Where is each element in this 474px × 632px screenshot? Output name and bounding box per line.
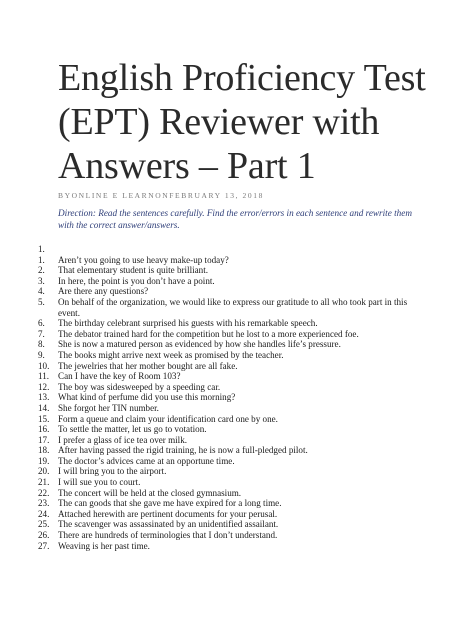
list-item-text: Aren’t you going to use heavy make-up today? xyxy=(58,254,229,265)
list-item-text: After having passed the rigid training, he is now a full-pledged pilot. xyxy=(58,445,308,456)
list-item xyxy=(38,466,428,477)
list-item-number: 26. xyxy=(38,530,50,541)
list-item xyxy=(38,255,428,266)
list-item-number: 1. xyxy=(38,244,45,254)
list-item xyxy=(38,456,428,467)
list-item-text xyxy=(58,244,428,255)
list-item xyxy=(38,371,428,382)
list-item-text: Can I have the key of Room 103? xyxy=(58,371,181,382)
list-item xyxy=(38,541,428,552)
list-item-number: 16. xyxy=(38,424,50,435)
list-item-text: I will sue you to court. xyxy=(58,477,141,488)
list-item-text: That elementary student is quite brilliant. xyxy=(58,265,209,276)
list-item xyxy=(38,382,428,393)
list-item xyxy=(38,445,428,456)
list-item xyxy=(38,286,428,297)
list-item-number: 12. xyxy=(38,381,50,392)
list-item xyxy=(38,350,428,361)
list-item xyxy=(38,339,428,350)
list-item-number: 15. xyxy=(38,413,50,424)
list-item xyxy=(38,329,428,340)
list-item-text: The scavenger was assassinated by an unidentified assailant. xyxy=(58,519,279,530)
list-item-number: 3. xyxy=(38,275,45,286)
list-item-text: The debator trained hard for the competition but he lost to a more experienced foe. xyxy=(58,328,359,339)
list-item-number: 7. xyxy=(38,328,45,339)
list-item xyxy=(38,488,428,499)
list-item-text: I will bring you to the airport. xyxy=(58,466,167,477)
list-item-text: The can goods that she gave me have expired for a long time. xyxy=(58,498,282,509)
list-item-number: 27. xyxy=(38,540,50,551)
list-item-text: The books might arrive next week as promised by the teacher. xyxy=(58,349,284,360)
list-item xyxy=(38,276,428,287)
list-item-text: There are hundreds of terminologies that I don’t understand. xyxy=(58,530,278,541)
byline: BYONLINE E LEARNONFEBRUARY 13, 2018 xyxy=(58,191,264,200)
list-item-text: Are there any questions? xyxy=(58,286,149,297)
list-item xyxy=(38,265,428,276)
list-item-number: 24. xyxy=(38,508,50,519)
sentence-list xyxy=(38,244,428,551)
list-item-number: 4. xyxy=(38,286,45,297)
list-item xyxy=(38,530,428,541)
list-item xyxy=(38,318,428,329)
page-title: English Proficiency Test (EPT) Reviewer with Answers – Part 1 xyxy=(58,57,426,187)
list-item-number: 9. xyxy=(38,349,45,360)
list-item-text: Form a queue and claim your identification card one by one. xyxy=(58,413,278,424)
list-item-text: To settle the matter, let us go to votation. xyxy=(58,424,207,435)
list-item-number: 18. xyxy=(38,445,50,456)
list-item xyxy=(38,403,428,414)
list-item-text: Weaving is her past time. xyxy=(58,540,150,551)
list-item-text: Attached herewith are pertinent documents for your perusal. xyxy=(58,508,278,519)
list-item-number: 11. xyxy=(38,371,50,382)
list-item-text: She forgot her TIN number. xyxy=(58,402,159,413)
list-item-text: On behalf of the organization, we would like to express our gratitude to all who took part in this event. xyxy=(58,296,408,318)
list-item xyxy=(38,424,428,435)
list-item-text: I prefer a glass of ice tea over milk. xyxy=(58,434,188,445)
list-item xyxy=(38,392,428,403)
list-item-number: 10. xyxy=(38,360,50,371)
list-item-number: 22. xyxy=(38,487,50,498)
list-item xyxy=(38,244,428,255)
list-item-text: She is now a matured person as evidenced by how she handles life’s pressure. xyxy=(58,339,341,350)
direction-text: Direction: Read the sentences carefully. Find the error/errors in each sentence and rewrite them with the correct answer/answers. xyxy=(58,208,412,230)
list-item-number: 19. xyxy=(38,455,50,466)
list-item xyxy=(38,435,428,446)
list-item-text: The jewelries that her mother bought are all fake. xyxy=(58,360,238,371)
list-item-text: The doctor’s advices came at an opportune time. xyxy=(58,455,235,466)
list-item xyxy=(38,519,428,530)
list-item-number: 14. xyxy=(38,402,50,413)
list-item-text: The concert will be held at the closed gymnasium. xyxy=(58,487,242,498)
list-item-text: The birthday celebrant surprised his guests with his remarkable speech. xyxy=(58,318,318,329)
list-item-number: 13. xyxy=(38,392,50,403)
list-item xyxy=(38,297,428,318)
list-item-number: 17. xyxy=(38,434,50,445)
list-item xyxy=(38,361,428,372)
list-item xyxy=(38,414,428,425)
list-item xyxy=(38,477,428,488)
list-item-text: What kind of perfume did you use this morning? xyxy=(58,392,236,403)
list-item-number: 1. xyxy=(38,254,45,265)
list-item-text: The boy was sidesweeped by a speeding car. xyxy=(58,381,221,392)
list-item-number: 25. xyxy=(38,519,50,530)
list-item-number: 21. xyxy=(38,477,50,488)
list-item-number: 8. xyxy=(38,339,45,350)
list-item-number: 6. xyxy=(38,318,45,329)
list-item-number: 23. xyxy=(38,498,50,509)
list-item-number: 5. xyxy=(38,296,45,307)
list-item-number: 20. xyxy=(38,466,50,477)
list-item-text: In here, the point is you don’t have a point. xyxy=(58,275,215,286)
list-item xyxy=(38,498,428,509)
list-item-number: 2. xyxy=(38,265,45,276)
list-item xyxy=(38,509,428,520)
